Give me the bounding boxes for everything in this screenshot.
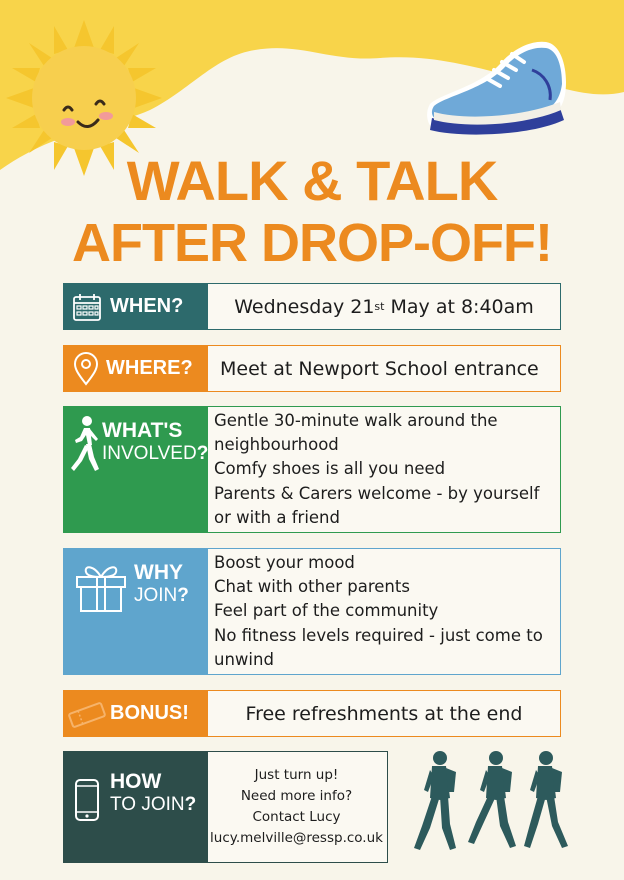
why-label: WHY <box>134 561 183 584</box>
how-to-join-line: Contact Lucy <box>252 809 341 825</box>
why-join-line: Chat with other parents <box>214 577 410 597</box>
whats-involved-label-box <box>64 407 208 532</box>
how-to-join-line: Just turn up! <box>254 767 339 783</box>
whats-involved-line: Comfy shoes is all you need <box>214 459 446 479</box>
sneaker-icon <box>420 34 576 144</box>
gift-icon <box>74 561 128 613</box>
title-line-2: AFTER DROP-OFF! <box>72 213 552 273</box>
bonus-text: Free refreshments at the end <box>245 702 523 725</box>
to-join-label: TO JOIN <box>110 794 185 815</box>
whats-label-top: WHAT'S <box>102 419 183 442</box>
whats-involved-list <box>208 407 560 532</box>
ticket-icon <box>66 701 108 729</box>
how-to-join-line: Need more info? <box>240 788 353 804</box>
walking-people-illustration <box>410 748 580 858</box>
where-text: Meet at Newport School entrance <box>220 357 539 380</box>
walker-silhouette <box>524 751 568 848</box>
contact-email[interactable]: lucy.melville@ressp.co.uk <box>210 830 383 846</box>
where-label-box <box>64 346 208 391</box>
why-join-list <box>208 549 560 674</box>
bonus-row <box>63 690 561 737</box>
why-join-line: Boost your mood <box>214 552 355 572</box>
bonus-label-box <box>64 691 208 736</box>
how-to-join-text <box>208 752 387 862</box>
why-join-line: No fitness levels required - just come to <box>214 625 543 645</box>
join-label: JOIN <box>134 585 178 606</box>
involved-question-mark: ? <box>196 443 209 464</box>
whats-involved-line: Gentle 30-minute walk around the <box>214 410 498 430</box>
when-label-box <box>64 284 208 329</box>
to-join-question-mark: ? <box>184 794 197 815</box>
join-question-mark: ? <box>177 585 189 606</box>
why-join-label-box <box>64 549 208 674</box>
why-join-line: Feel part of the community <box>214 601 439 621</box>
why-join-line: unwind <box>214 649 274 669</box>
walker-silhouette <box>414 751 456 850</box>
location-pin-icon <box>72 352 100 386</box>
phone-icon <box>74 778 100 822</box>
calendar-icon <box>72 292 102 322</box>
where-label: WHERE? <box>106 357 193 379</box>
where-row <box>63 345 561 392</box>
when-row <box>63 283 561 330</box>
whats-involved-row <box>63 406 561 533</box>
walker-silhouette <box>468 751 516 848</box>
whats-involved-line: Parents & Carers welcome - by yourself <box>214 483 540 503</box>
why-join-row <box>63 548 561 675</box>
how-to-join-row <box>63 751 388 863</box>
how-to-join-label-box <box>64 752 208 862</box>
how-label: HOW <box>110 770 162 793</box>
when-label: WHEN? <box>110 295 184 317</box>
involved-label: INVOLVED <box>102 443 197 464</box>
whats-involved-line: neighbourhood <box>214 435 339 455</box>
when-text: Wednesday 21 st May at 8:40am <box>234 295 534 318</box>
title-line-1: WALK & TALK <box>126 149 498 212</box>
when-time: May at 8:40am <box>384 295 534 318</box>
whats-involved-line: or with a friend <box>214 507 340 527</box>
when-date: Wednesday 21 <box>234 295 375 318</box>
walking-person-icon <box>70 415 100 473</box>
bonus-label: BONUS! <box>110 702 189 724</box>
